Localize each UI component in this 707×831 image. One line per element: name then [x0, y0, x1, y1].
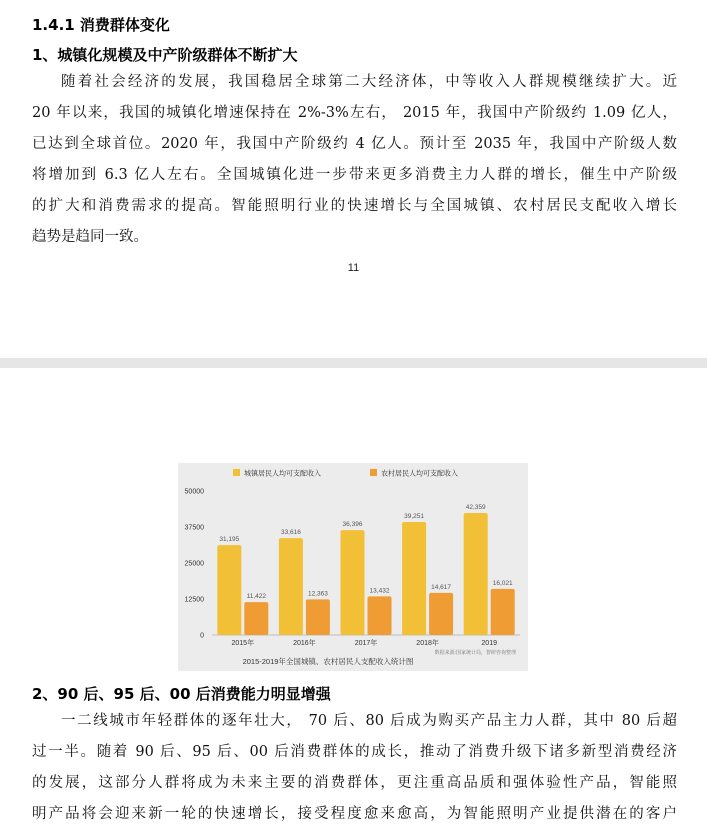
- y-tick-label: 0: [200, 632, 204, 640]
- bar-rural: [491, 589, 515, 635]
- body-paragraph: [32, 706, 677, 830]
- bar-urban: [402, 522, 426, 635]
- paragraph-line: 一二线城市年轻群体的逐年壮大， 70 后、80 后成为购买产品主力人群，其中 80 后超: [61, 713, 677, 729]
- y-tick-label: 25000: [184, 560, 204, 568]
- legend-label: 城镇居民人均可支配收入: [244, 470, 321, 478]
- body-paragraph: [32, 67, 677, 253]
- bar-value-label: 36,396: [342, 521, 363, 529]
- page-number: 11: [347, 262, 360, 274]
- y-tick-label: 37500: [184, 524, 204, 532]
- bar-value-label: 31,195: [219, 536, 240, 544]
- paragraph-line: 已达到全球首位。2020 年，我国中产阶级约 4 亿人。预计至 2035 年，我国中产阶级人数: [32, 136, 677, 152]
- paragraph-line: 的发展，这部分人群将成为未来主要的消费群体，更注重高品质和强体验性产品，智能照: [32, 775, 677, 791]
- x-tick-label: 2015年: [231, 640, 255, 647]
- paragraph-line: 过一半。随着 90 后、95 后、00 后消费群体的成长，推动了消费升级下诸多新型消费经济: [32, 744, 677, 760]
- paragraph-line: 将增加到 6.3 亿人左右。全国城镇化进一步带来更多消费主力人群的增长，催生中产阶级: [32, 167, 677, 183]
- bar-value-label: 12,363: [307, 590, 328, 598]
- x-tick-label: 2017年: [354, 640, 378, 647]
- bar-value-label: 33,616: [280, 529, 301, 537]
- bar-chart-svg: [178, 463, 528, 671]
- x-tick-label: 2019: [481, 640, 497, 647]
- bar-value-label: 14,617: [431, 583, 452, 591]
- document-page-11: [0, 0, 707, 358]
- document-page-12: [0, 368, 707, 831]
- paragraph-line: 趋势是趋同一致。: [32, 229, 148, 245]
- bar-urban: [217, 545, 241, 635]
- bar-value-label: 11,422: [246, 593, 267, 601]
- legend-swatch: [370, 469, 377, 476]
- paragraph-line: 随着社会经济的发展，我国稳居全球第二大经济体，中等收入人群规模继续扩大。近: [61, 74, 677, 90]
- bar-value-label: 39,251: [404, 512, 425, 520]
- bar-rural: [429, 593, 453, 635]
- bar-urban: [279, 538, 303, 635]
- bar-value-label: 16,021: [492, 579, 513, 587]
- chart-source-note: 数据来源:国家统计局，智研咨询整理: [434, 650, 516, 656]
- bar-rural: [306, 599, 330, 635]
- bar-value-label: 42,359: [465, 504, 486, 512]
- page-separator: [0, 358, 707, 368]
- subsection-title: 2、90 后、95 后、00 后消费能力明显增强: [32, 685, 331, 703]
- bar-rural: [244, 602, 268, 635]
- subsection-title: 1、城镇化规模及中产阶级群体不断扩大: [32, 46, 298, 64]
- y-tick-label: 50000: [184, 488, 204, 496]
- paragraph-line: 20 年以来，我国的城镇化增速保持在 2%-3%左右， 2015 年，我国中产阶级约 1.09 亿人，: [32, 105, 677, 121]
- bar-value-label: 13,432: [369, 587, 390, 595]
- paragraph-line: 明产品将会迎来新一轮的快速增长，接受程度愈来愈高，为智能照明产业提供潜在的客户: [32, 806, 677, 822]
- legend-swatch: [233, 469, 240, 476]
- bar-urban: [341, 530, 365, 635]
- x-tick-label: 2018年: [416, 640, 439, 647]
- chart-title: 2015-2019年全国城镇、农村居民人支配收入统计图: [242, 657, 414, 666]
- x-tick-label: 2016年: [293, 640, 316, 647]
- legend-label: 农村居民人均可支配收入: [381, 470, 458, 478]
- income-bar-chart: [178, 463, 528, 671]
- paragraph-line: 的扩大和消费需求的提高。智能照明行业的快速增长与全国城镇、农村居民支配收入增长: [32, 198, 677, 214]
- y-tick-label: 12500: [184, 596, 204, 604]
- section-title: 1.4.1 消费群体变化: [32, 16, 170, 34]
- bar-rural: [368, 596, 392, 635]
- bar-urban: [464, 513, 488, 635]
